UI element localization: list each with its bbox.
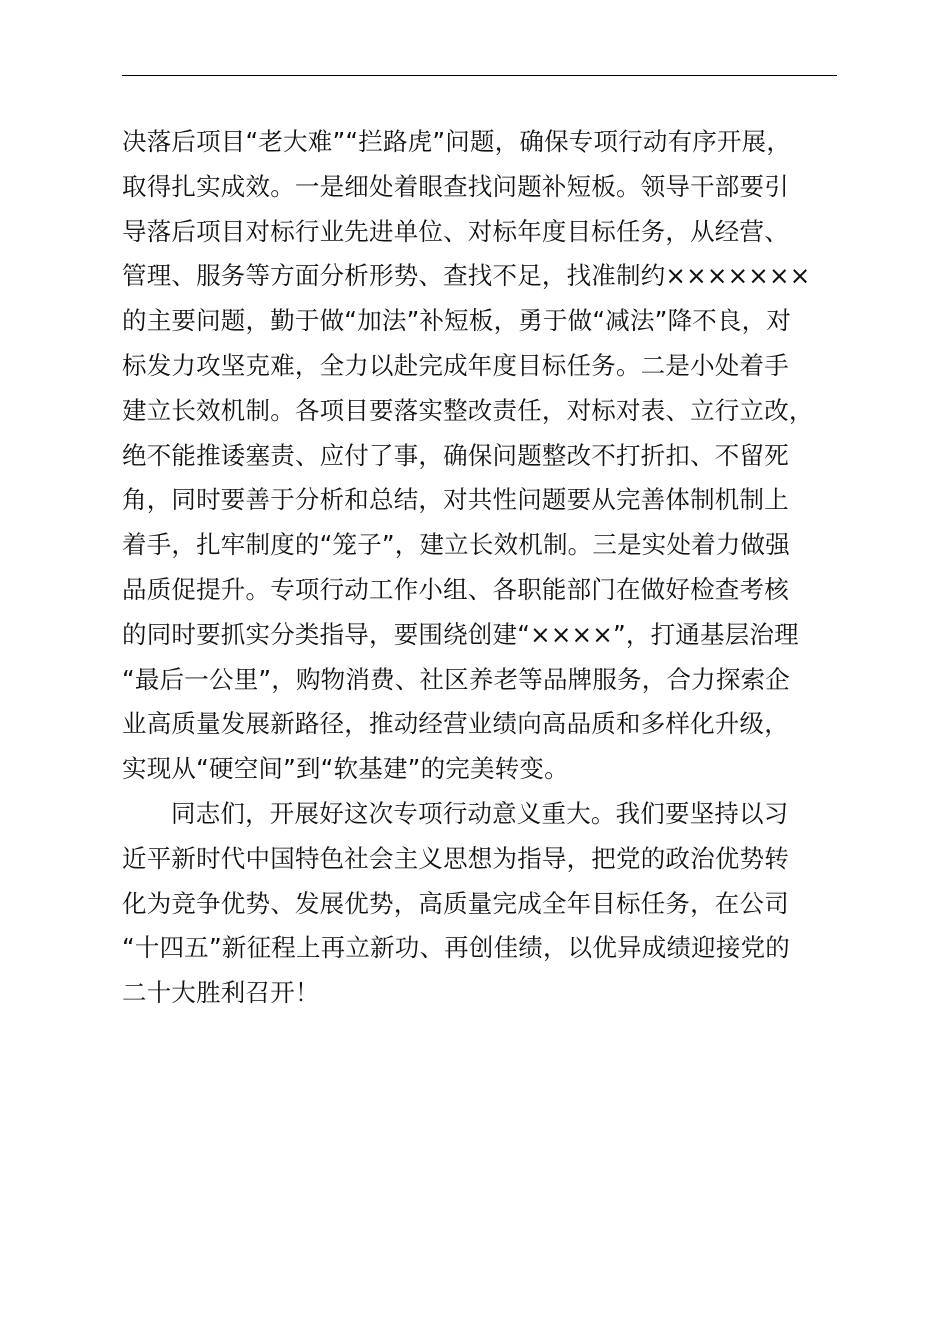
text-line: 的主要问题，勤于做“加法”补短板，勇于做“减法”降不良，对 <box>122 306 792 336</box>
text-line: 业高质量发展新路径，推动经营业绩向高品质和多样化升级， <box>122 709 789 739</box>
text-line: 化为竞争优势、发展优势，高质量完成全年目标任务，在公司 <box>122 888 789 918</box>
text-line: 的同时要抓实分类指导，要围绕创建“××××”，打通基层治理 <box>122 619 799 649</box>
text-line: 着手，扎牢制度的“笼子”，建立长效机制。三是实处着力做强 <box>122 530 790 560</box>
text-line: 二十大胜利召开！ <box>122 978 320 1008</box>
header-rule <box>122 75 837 76</box>
text-line: 近平新时代中国特色社会主义思想为指导，把党的政治优势转 <box>122 843 789 873</box>
text-line: 导落后项目对标行业先进单位、对标年度目标任务，从经营、 <box>122 216 789 246</box>
text-line: “最后一公里”，购物消费、社区养老等品牌服务，合力探索企 <box>122 664 790 694</box>
text-line: 品质促提升。专项行动工作小组、各职能部门在做好检查考核 <box>122 574 789 604</box>
text-line: 取得扎实成效。一是细处着眼查找问题补短板。领导干部要引 <box>122 171 789 201</box>
text-line: 角，同时要善于分析和总结，对共性问题要从完善体制机制上 <box>122 485 789 515</box>
text-line: 决落后项目“老大难”“拦路虎”问题，确保专项行动有序开展， <box>122 127 792 156</box>
text-line: 绝不能推诿塞责、应付了事，确保问题整改不打折扣、不留死 <box>122 440 789 470</box>
body-text <box>122 120 842 1016</box>
text-line: “十四五”新征程上再立新功、再创佳绩，以优异成绩迎接党的 <box>122 933 790 963</box>
text-line: 管理、服务等方面分析形势、查找不足，找准制约××××××× <box>122 261 811 291</box>
text-line: 实现从“硬空间”到“软基建”的完美转变。 <box>122 754 569 784</box>
paragraph-start-line: 同志们，开展好这次专项行动意义重大。我们要坚持以习 <box>171 798 789 828</box>
text-line: 建立长效机制。各项目要落实整改责任，对标对表、立行立改， <box>122 395 814 425</box>
text-line: 标发力攻坚克难，全力以赴完成年度目标任务。二是小处着手 <box>122 350 789 380</box>
